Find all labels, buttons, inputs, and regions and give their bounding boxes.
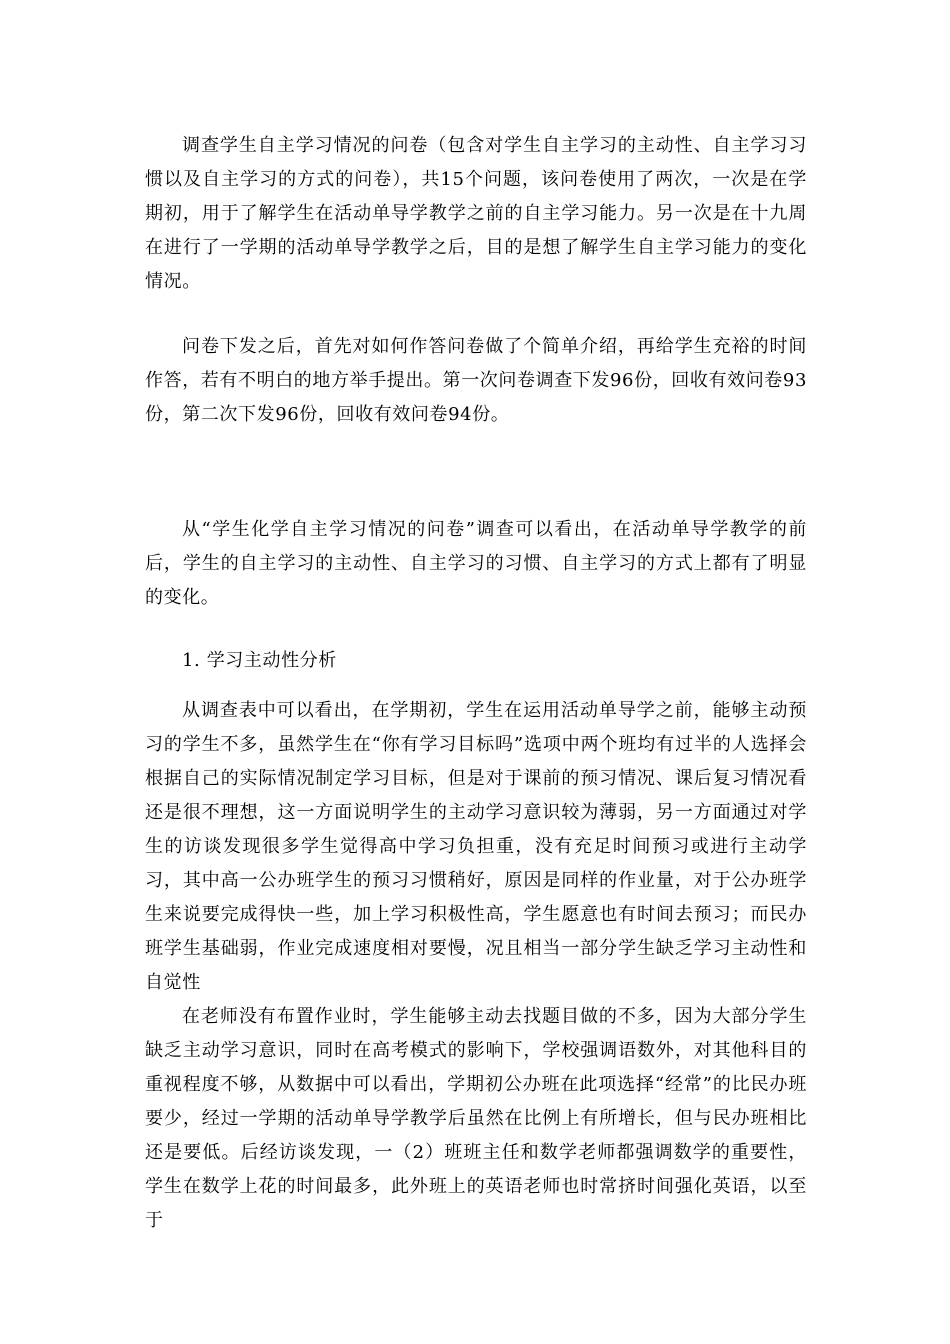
paragraph-initiative-analysis: 从调查表中可以看出，在学期初，学生在运用活动单导学之前，能够主动预习的学生不多，虽然学生在“你有学习目标吗”选项中两个班均有过半的人选择会根据自己的实际情况制定学习目标，但是对于课前的预习情况、课后复习情况看还是很不理想，这一方面说明学生的主动学习意识较为薄弱，另一方面通过对学生的访谈发现很多学生觉得高中学习负担重，没有充足时间预习或进行主动学习，其中高一公办班学生的预习习惯稍好，原因是同样的作业量，对于公办班学生来说要完成得快一些，加上学习积极性高，学生愿意也有时间去预习；而民办班学生基础弱，作业完成速度相对要慢，况且相当一部分学生缺乏学习主动性和自觉性 [145,700,807,993]
paragraph-questionnaire-intro: 调查学生自主学习情况的问卷（包含对学生自主学习的主动性、自主学习习惯以及自主学习的方式的问卷），共15个问题，该问卷使用了两次，一次是在学期初，用于了解学生在活动单导学教学之前的自主学习能力。另一次是在十九周在进行了一学期的活动单导学教学之后，目的是想了解学生自主学习能力的变化情况。 [145,135,807,292]
paragraph-survey-findings: 从“学生化学自主学习情况的问卷”调查可以看出，在活动单导学教学的前后，学生的自主学习的主动性、自主学习的习惯、自主学习的方式上都有了明显的变化。 [145,519,807,608]
paragraph-questionnaire-distribution: 问卷下发之后，首先对如何作答问卷做了个简单介绍，再给学生充裕的时间作答，若有不明白的地方举手提出。第一次问卷调查下发96份，回收有效问卷93份，第二次下发96份，回收有效问卷94份。 [145,336,808,425]
paragraph-homework-analysis: 在老师没有布置作业时，学生能够主动去找题目做的不多，因为大部分学生缺乏主动学习意识，同时在高考模式的影响下，学校强调语数外，对其他科目的重视程度不够，从数据中可以看出，学期初公办班在此项选择“经常”的比民办班要少，经过一学期的活动单导学教学后虽然在比例上有所增长，但与民办班相比还是要低。后经访谈发现，一（2）班班主任和数学老师都强调数学的重要性，学生在数学上花的时间最多，此外班上的英语老师也时常挤时间强化英语，以至于 [145,1006,807,1231]
section-heading: 1. 学习主动性分析 [182,650,337,671]
